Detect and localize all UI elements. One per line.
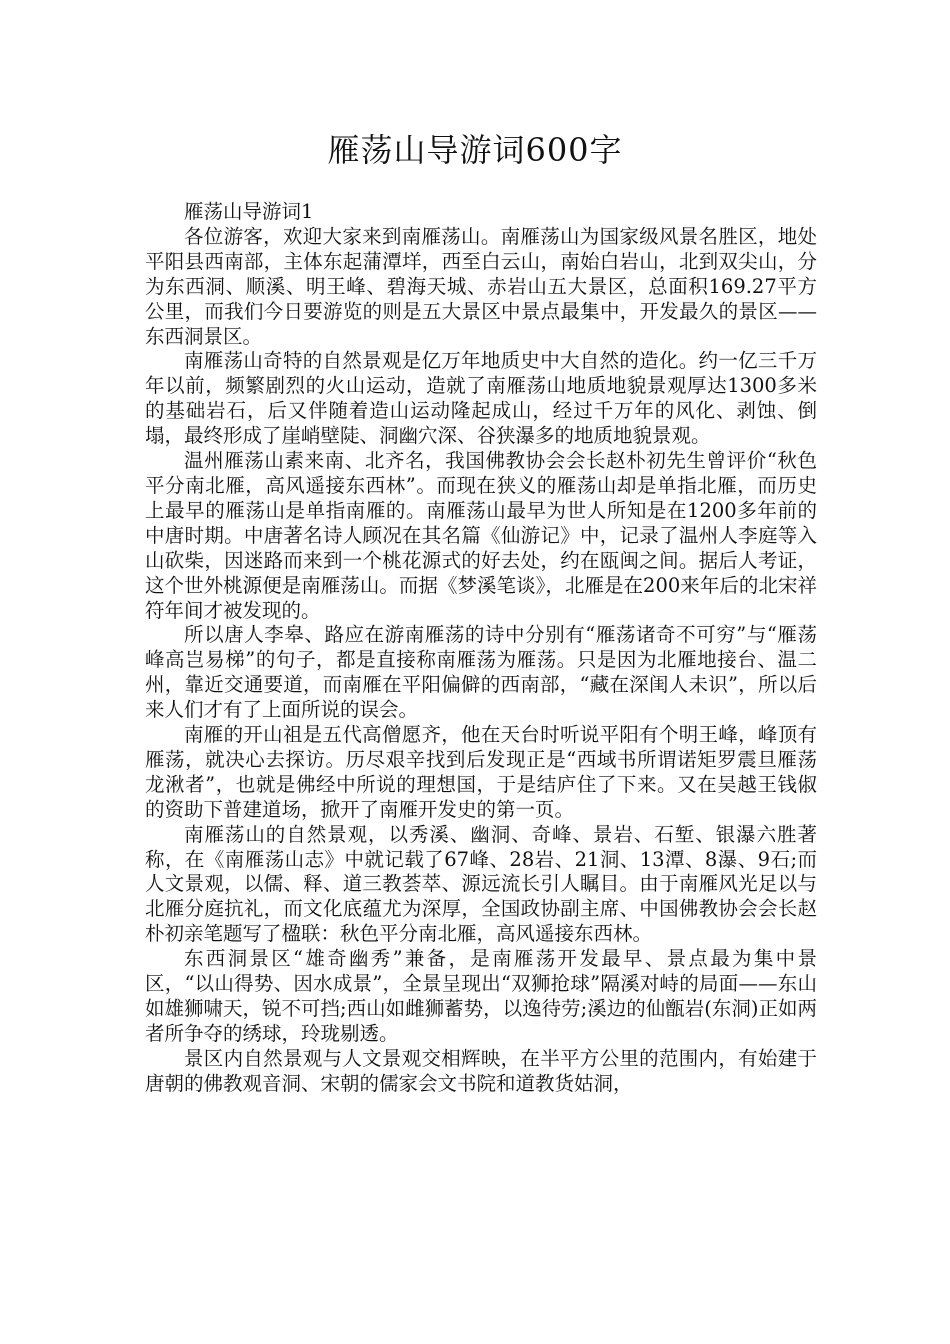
paragraph: 南雁的开山祖是五代高僧愿齐，他在天台时听说平阳有个明王峰，峰顶有雁荡，就决心去探访。历尽艰辛找到后发现正是“西域书所谓诺矩罗震旦雁荡龙湫者”，也就是佛经中所说的理想国，于是结庐住了下来。又在吴越王钱俶的资助下普建道场，掀开了南雁开发史的第一页。 [145, 723, 817, 821]
paragraph: 所以唐人李皋、路应在游南雁荡的诗中分别有“雁荡诸奇不可穷”与“雁荡峰高岂易梯”的句子，都是直接称南雁荡为雁荡。只是因为北雁地接台、温二州，靠近交通要道，而南雁在平阳偏僻的西南部，“藏在深闺人未识”，所以后来人们才有了上面所说的误会。 [145, 623, 817, 722]
section-heading: 雁荡山导游词1 [184, 200, 314, 223]
document-title: 雁荡山导游词600字 [327, 131, 623, 169]
paragraph: 温州雁荡山素来南、北齐名，我国佛教协会会长赵朴初先生曾评价“秋色平分南北雁，高风遥接东西林”。而现在狭义的雁荡山却是单指北雁，而历史上最早的雁荡山是单指南雁的。南雁荡山最早为世人所知是在1200多年前的中唐时期。中唐著名诗人顾况在其名篇《仙游记》中，记录了温州人李庭等入山砍柴，因迷路而来到一个桃花源式的好去处，约在瓯闽之间。据后人考证，这个世外桃源便是南雁荡山。而据《梦溪笔谈》，北雁是在200来年后的北宋祥符年间才被发现的。 [145, 449, 817, 622]
paragraph: 东西洞景区“雄奇幽秀”兼备，是南雁荡开发最早、景点最为集中景区，“以山得势、因水成景”，全景呈现出“双狮抢球”隔溪对峙的局面——东山如雄狮啸天，锐不可挡;西山如雌狮蓄势，以逸待劳;溪边的仙甑岩(东洞)正如两者所争夺的绣球，玲珑剔透。 [145, 947, 817, 1045]
paragraph: 南雁荡山的自然景观，以秀溪、幽洞、奇峰、景岩、石堑、银瀑六胜著称，在《南雁荡山志》中就记载了67峰、28岩、21洞、13潭、8瀑、9石;而人文景观，以儒、释、道三教荟萃、源远流长引人瞩目。由于南雁风光足以与北雁分庭抗礼，而文化底蕴尤为深厚，全国政协副主席、中国佛教协会会长赵朴初亲笔题写了楹联：秋色平分南北雁，高风遥接东西林。 [145, 822, 817, 946]
paragraph: 各位游客，欢迎大家来到南雁荡山。南雁荡山为国家级风景名胜区，地处平阳县西南部，主体东起蒲潭垟，西至白云山，南始白岩山，北到双尖山，分为东西洞、顺溪、明王峰、碧海天城、赤岩山五大景区，总面积169.27平方公里，而我们今日要游览的则是五大景区中景点最集中，开发最久的景区——东西洞景区。 [145, 224, 817, 348]
paragraph: 南雁荡山奇特的自然景观是亿万年地质史中大自然的造化。约一亿三千万年以前，频繁剧烈的火山运动，造就了南雁荡山地质地貌景观厚达1300多米的基础岩石，后又伴随着造山运动隆起成山，经过千万年的风化、剥蚀、倒塌，最终形成了崖峭壁陡、洞幽穴深、谷狭瀑多的地质地貌景观。 [145, 349, 817, 448]
document-body [145, 200, 817, 1097]
paragraph: 景区内自然景观与人文景观交相辉映，在半平方公里的范围内，有始建于唐朝的佛教观音洞、宋朝的儒家会文书院和道教货姑洞， [145, 1046, 817, 1095]
